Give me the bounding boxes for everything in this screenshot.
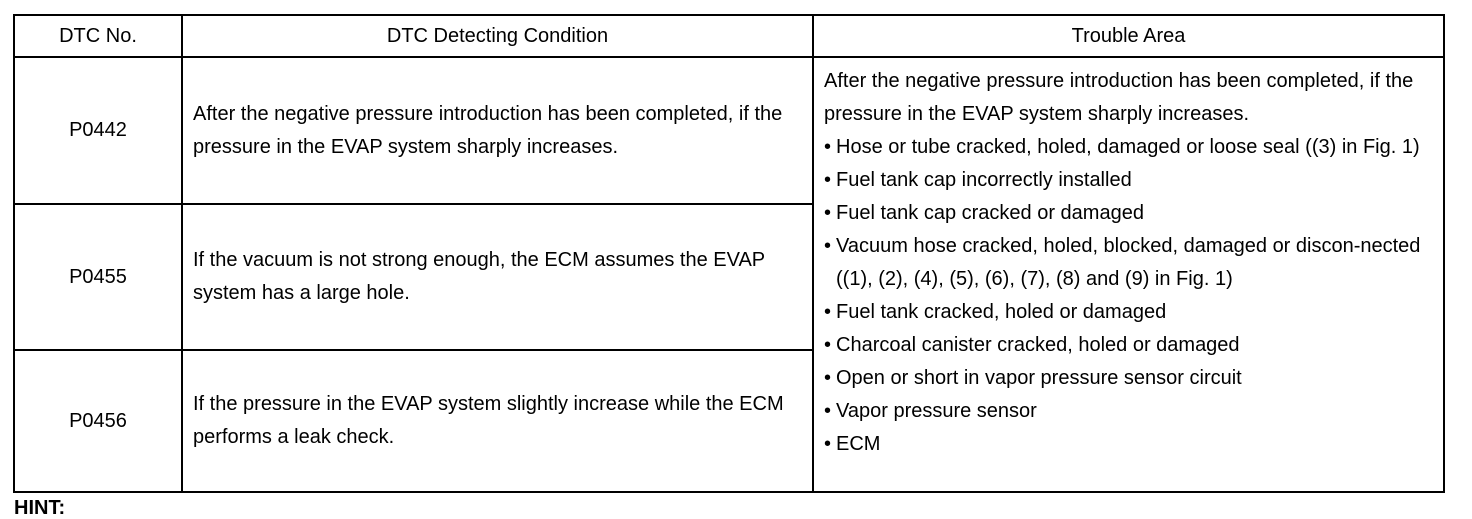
list-item-text: Fuel tank cap incorrectly installed <box>836 169 1132 191</box>
bullet-icon: • <box>824 433 832 455</box>
list-item <box>824 395 1435 428</box>
detecting-condition: If the pressure in the EVAP system slightly increase while the ECM performs a leak check. <box>182 350 813 492</box>
trouble-area-intro: After the negative pressure introduction has been completed, if the pressure in the EVAP system sharply increases. <box>824 70 1414 125</box>
trouble-area-cell <box>813 57 1444 492</box>
detecting-condition: If the vacuum is not strong enough, the ECM assumes the EVAP system has a large hole. <box>182 204 813 350</box>
bullet-icon: • <box>824 367 832 389</box>
list-item <box>824 164 1435 197</box>
dtc-code: P0456 <box>14 350 182 492</box>
list-item-text: Open or short in vapor pressure sensor circuit <box>836 367 1242 389</box>
hint-label: HINT: <box>14 497 66 519</box>
list-item <box>824 329 1435 362</box>
list-item-text: Vacuum hose cracked, holed, blocked, damaged or discon-nected ((1), (2), (4), (5), (6), (7), (8) and (9) in Fig. 1) <box>836 235 1421 290</box>
list-item-text: Charcoal canister cracked, holed or damaged <box>836 334 1240 356</box>
dtc-table <box>13 14 1445 493</box>
list-item <box>824 428 1435 461</box>
bullet-icon: • <box>824 202 832 224</box>
list-item <box>824 230 1435 296</box>
dtc-code: P0455 <box>14 204 182 350</box>
header-trouble-area: Trouble Area <box>813 15 1444 57</box>
trouble-area-list <box>824 131 1435 461</box>
dtc-code: P0442 <box>14 57 182 204</box>
detecting-condition: After the negative pressure introduction has been completed, if the pressure in the EVAP system sharply increases. <box>182 57 813 204</box>
list-item-text: ECM <box>836 433 881 455</box>
bullet-icon: • <box>824 235 832 257</box>
list-item-text: Fuel tank cap cracked or damaged <box>836 202 1144 224</box>
table-row <box>14 57 1444 204</box>
list-item-text: Fuel tank cracked, holed or damaged <box>836 301 1167 323</box>
list-item-text: Hose or tube cracked, holed, damaged or loose seal ((3) in Fig. 1) <box>836 136 1420 158</box>
list-item <box>824 296 1435 329</box>
bullet-icon: • <box>824 136 832 158</box>
bullet-icon: • <box>824 334 832 356</box>
list-item-text: Vapor pressure sensor <box>836 400 1037 422</box>
list-item <box>824 362 1435 395</box>
bullet-icon: • <box>824 301 832 323</box>
table-header-row <box>14 15 1444 57</box>
list-item <box>824 197 1435 230</box>
list-item <box>824 131 1435 164</box>
bullet-icon: • <box>824 169 832 191</box>
bullet-icon: • <box>824 400 832 422</box>
header-dtc-no: DTC No. <box>14 15 182 57</box>
header-detecting-condition: DTC Detecting Condition <box>182 15 813 57</box>
